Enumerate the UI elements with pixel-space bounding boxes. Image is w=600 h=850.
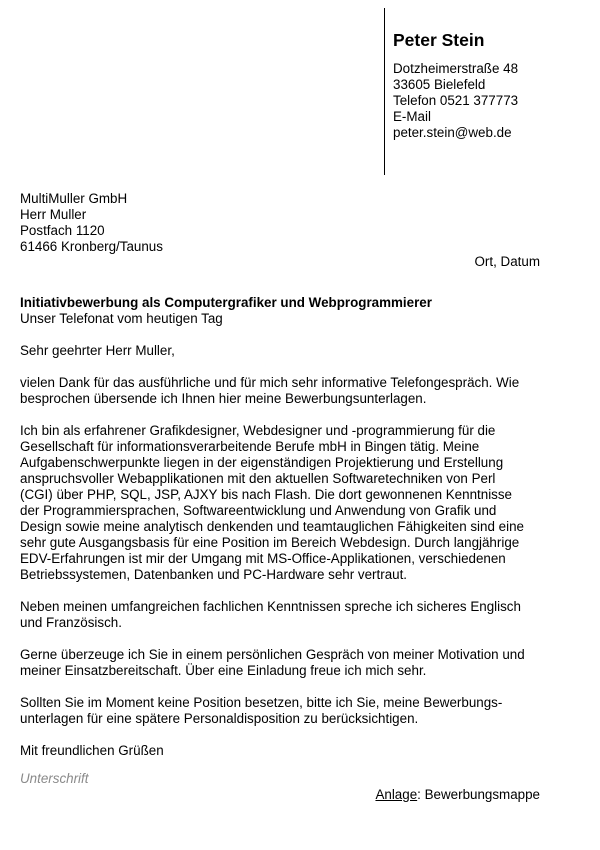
sender-email-label: E-Mail — [393, 109, 431, 124]
letter-paragraph — [20, 599, 550, 631]
paragraph-line: Gerne überzeuge ich Sie in einem persönlichen Gespräch von meiner Motivation und — [20, 647, 525, 662]
recipient-person: Herr Muller — [20, 207, 87, 222]
recipient-company: MultiMuller GmbH — [20, 191, 128, 206]
enclosure-note — [375, 787, 540, 802]
letter-reference: Unser Telefonat vom heutigen Tag — [20, 311, 223, 326]
sender-name: Peter Stein — [393, 30, 485, 50]
recipient-postbox: Postfach 1120 — [20, 223, 105, 238]
letter-paragraph — [20, 375, 550, 407]
place-date: Ort, Datum — [474, 254, 540, 269]
enclosure-text: Bewerbungsmappe — [424, 787, 540, 802]
enclosure-label: Anlage — [375, 787, 418, 802]
sender-email: peter.stein@web.de — [393, 125, 512, 140]
letter-paragraph — [20, 647, 550, 679]
enclosure-separator: : — [417, 787, 425, 802]
paragraph-line: Betriebssystemen, Datenbanken und PC-Hardware sehr vertraut. — [20, 567, 408, 582]
sender-block — [393, 30, 518, 141]
paragraph-line: besprochen übersende ich Ihnen hier meine Bewerbungsunterlagen. — [20, 391, 427, 406]
letter-salutation: Sehr geehrter Herr Muller, — [20, 343, 175, 358]
recipient-city: 61466 Kronberg/Taunus — [20, 239, 163, 254]
paragraph-line: Ich bin als erfahrener Grafikdesigner, Webdesigner und -programmierung für die — [20, 423, 496, 438]
paragraph-line: unterlagen für eine spätere Personaldisposition zu berücksichtigen. — [20, 711, 419, 726]
paragraph-line: der Programmiersprachen, Softwareentwicklung und Anwendung von Grafik und — [20, 503, 497, 518]
letter-paragraph — [20, 695, 550, 727]
paragraph-line: Neben meinen umfangreichen fachlichen Kenntnissen spreche ich sicheres Englisch — [20, 599, 521, 614]
paragraph-line: und Französisch. — [20, 615, 122, 630]
paragraph-line: Sollten Sie im Moment keine Position besetzen, bitte ich Sie, meine Bewerbungs- — [20, 695, 503, 710]
paragraph-line: anspruchsvoller Webapplikationen mit den aktuellen Softwaretechniken von Perl — [20, 471, 496, 486]
signature-placeholder: Unterschrift — [20, 771, 89, 786]
letter-subject: Initiativbewerbung als Computergrafiker und Webprogrammierer — [20, 295, 432, 310]
sender-street: Dotzheimerstraße 48 — [393, 61, 519, 76]
paragraph-line: Aufgabenschwerpunkte liegen in der eigenständigen Projektierung und Erstellung — [20, 455, 504, 470]
recipient-block — [20, 191, 163, 255]
letter-body — [20, 295, 550, 759]
sender-city: 33605 Bielefeld — [393, 77, 486, 92]
letter-closing: Mit freundlichen Grüßen — [20, 743, 164, 758]
paragraph-line: EDV-Erfahrungen ist mir der Umgang mit MS-Office-Applikationen, verschiedenen — [20, 551, 506, 566]
paragraph-line: meiner Einsatzbereitschaft. Über eine Einladung freue ich mich sehr. — [20, 663, 427, 678]
paragraph-line: vielen Dank für das ausführliche und für mich sehr informative Telefongespräch. Wie — [20, 375, 520, 390]
paragraph-line: (CGI) über PHP, SQL, JSP, AJXY bis nach Flash. Die dort gewonnenen Kenntnisse — [20, 487, 513, 502]
paragraph-line: Design sowie meine analytisch denkenden und teamtauglichen Fähigkeiten sind eine — [20, 519, 524, 534]
letter-paragraph — [20, 423, 550, 583]
sender-phone: Telefon 0521 377773 — [393, 93, 519, 108]
paragraph-line: sehr gute Ausgangsbasis für eine Position im Bereich Webdesign. Durch langjährige — [20, 535, 520, 550]
header-divider-line — [384, 8, 385, 175]
letter-paragraphs — [20, 375, 550, 743]
paragraph-line: Gesellschaft für informationsverarbeitende Berufe mbH in Bingen tätig. Meine — [20, 439, 480, 454]
